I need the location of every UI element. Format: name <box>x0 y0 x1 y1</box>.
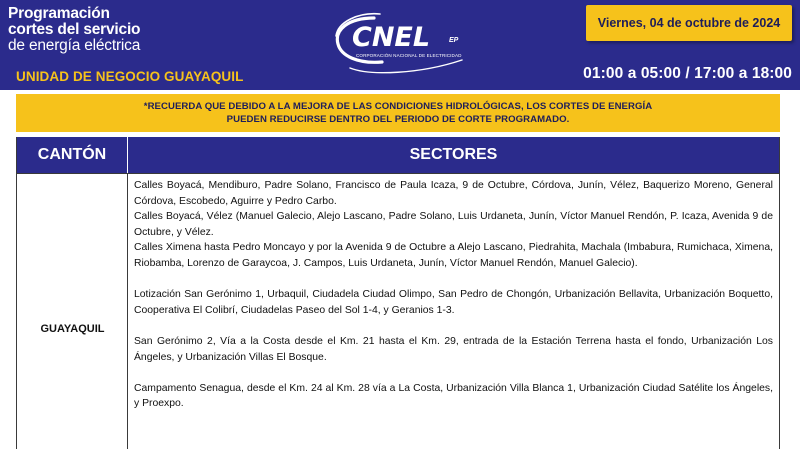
sector-paragraph: Calles Boyacá, Vélez (Manuel Galecio, Alejo Lascano, Padre Solano, Luis Urdaneta, Junín, Víctor Manuel Rendón, P. Icaza, Avenida 9 de Octubre, y Vélez. <box>134 211 773 238</box>
cnel-logo <box>330 10 480 82</box>
business-unit-label: UNIDAD DE NEGOCIO GUAYAQUIL <box>16 69 244 84</box>
sector-paragraph: San Gerónimo 2, Vía a la Costa desde el Km. 21 hasta el Km. 29, entrada de la Estación Terrena hasta el fondo, Urbanización Los Ángeles, y Urbanización Villas El Bosque. <box>134 335 773 363</box>
logo-subtitle: CORPORACIÓN NACIONAL DE ELECTRICIDAD <box>356 53 462 58</box>
page-title <box>8 6 140 54</box>
column-header-sectores: SECTORES <box>409 146 498 163</box>
logo-wordmark: CNEL <box>352 22 431 53</box>
notice-line-2: PUEDEN REDUCIRSE DENTRO DEL PERIODO DE CORTE PROGRAMADO. <box>226 114 570 125</box>
logo-suffix: EP <box>449 37 459 44</box>
date-badge <box>586 5 792 41</box>
sector-paragraph: Calles Ximena hasta Pedro Moncayo y por la Avenida 9 de Octubre a Alejo Lascano, Piedrahita, Machala (Imbabura, Rumichaca, Ximena, Riobamba, Lorenzo de Garaycoa, J. Campos, Luis Urdaneta, Junín, Víctor Manuel Rendón, Manuel Galecio). <box>134 242 773 269</box>
title-line-2: cortes del servicio <box>8 21 141 38</box>
notice-banner <box>16 94 780 132</box>
paragraph-spacer <box>134 318 773 334</box>
sector-paragraph: Lotización San Gerónimo 1, Urbaquil, Ciudadela Ciudad Olimpo, San Pedro de Chongón, Urbanización Bellavita, Urbanización Boquetto, Cooperativa El Colibrí, Ciudadelas Paseo del Sol 1-4, y Geranios 1-3. <box>134 289 773 316</box>
date-text: Viernes, 04 de octubre de 2024 <box>597 16 781 30</box>
schedule-hours: 01:00 a 05:00 / 17:00 a 18:00 <box>583 65 792 82</box>
sectores-cell <box>128 174 779 449</box>
canton-name: GUAYAQUIL <box>40 323 105 335</box>
title-line-1: Programación <box>8 5 110 22</box>
table-header <box>17 137 779 173</box>
sector-paragraph: Campamento Senagua, desde el Km. 24 al Km. 28 vía a La Costa, Urbanización Villa Blanca 1, Urbanización Ciudad Satélite los Ángeles, y Proexpo. <box>134 382 773 410</box>
notice-line-1: *RECUERDA QUE DEBIDO A LA MEJORA DE LAS CONDICIONES HIDROLÓGICAS, LOS CORTES DE ENERGÍA <box>143 101 653 112</box>
paragraph-spacer <box>134 365 773 381</box>
canton-cell <box>17 174 128 449</box>
table-row <box>17 173 779 449</box>
column-header-canton: CANTÓN <box>17 137 128 173</box>
paragraph-spacer <box>134 272 773 288</box>
header-banner <box>0 0 800 90</box>
outage-table <box>16 137 780 449</box>
title-line-3: de energía eléctrica <box>8 37 141 54</box>
sector-paragraph: Calles Boyacá, Mendiburo, Padre Solano, Francisco de Paula Icaza, 9 de Octubre, Córdova, Junín, Vélez, Baquerizo Moreno, General Córdova, Escobedo, Aguirre y Pedro Carbo. <box>134 180 773 207</box>
